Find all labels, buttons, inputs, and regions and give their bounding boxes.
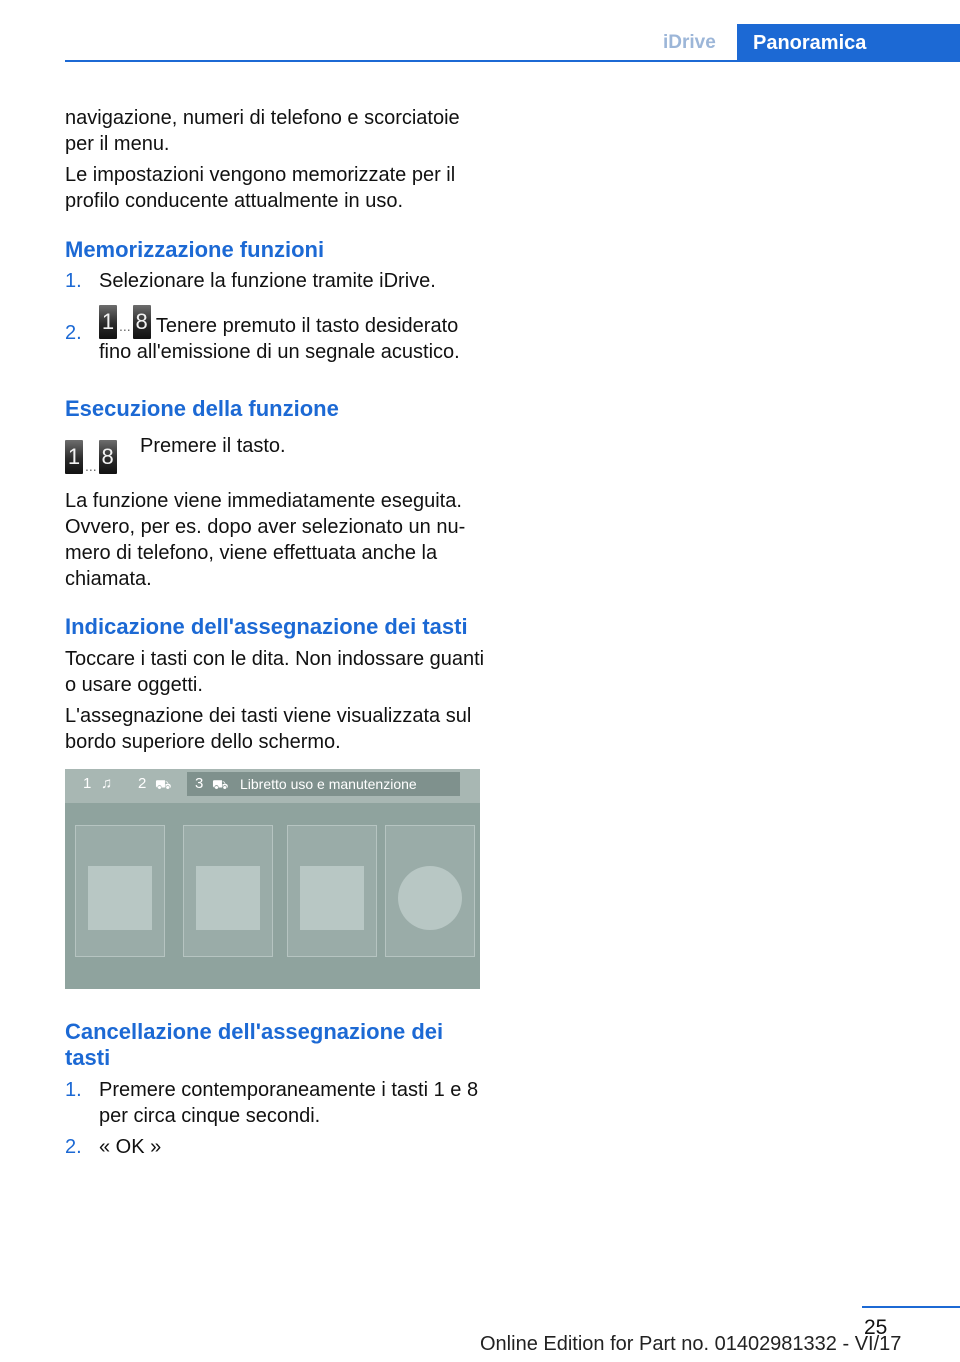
dots: ... — [119, 318, 131, 334]
step-number: 2. — [65, 1136, 82, 1158]
display-paragraph-2: L'assegnazione dei tasti viene visualizzata sul bordo superiore dello schermo. — [65, 705, 472, 753]
step-number: 2. — [65, 322, 82, 344]
tab-number: 1 — [83, 775, 92, 792]
keys-graphic — [65, 440, 117, 474]
press-key-text: Premere il tasto. — [140, 435, 286, 457]
tab-number: 2 — [138, 775, 147, 792]
step-text: « OK » — [99, 1136, 162, 1158]
tab-label: Libretto uso e manutenzione — [240, 776, 417, 792]
step-text-with-keys — [99, 305, 489, 365]
footer-line — [862, 1306, 960, 1308]
key-8-icon: 8 — [133, 305, 151, 339]
header-tab: Panoramica — [737, 24, 960, 61]
key-assignment-bar — [65, 769, 480, 803]
execute-paragraph: La funzione viene immediatamente eseguita. Ovvero, per es. dopo aver selezionato un nu-mero di telefono, viene effettuata anche la chiamata. — [65, 490, 466, 590]
step-number: 1. — [65, 270, 82, 292]
step-text: Tenere premuto il tasto desiderato fino all'emissione di un segnale acustico. — [99, 315, 460, 363]
key-1-icon: 1 — [99, 305, 117, 339]
edition-note: Online Edition for Part no. 01402981332 - VI/17 — [480, 1333, 902, 1355]
car-icon: ⛟ — [155, 777, 172, 792]
heading-display: Indicazione dell'assegnazione dei tasti — [65, 614, 468, 639]
heading-memorize: Memorizzazione funzioni — [65, 237, 325, 262]
key-8-icon: 8 — [99, 440, 117, 474]
dots: ... — [85, 458, 97, 474]
phone-icon — [196, 866, 260, 930]
tab-number: 3 — [195, 775, 204, 792]
globe-icon — [398, 866, 462, 930]
heading-execute: Esecuzione della funzione — [65, 396, 339, 421]
header-section: iDrive — [663, 32, 716, 53]
intro-paragraph-2: Le impostazioni vengono memorizzate per il profilo conducente attualmente in uso. — [65, 164, 456, 212]
step-text: Selezionare la funzione tramite iDrive. — [99, 270, 436, 292]
display-paragraph-1: Toccare i tasti con le dita. Non indossare guanti o usare oggetti. — [65, 648, 485, 696]
step-number: 1. — [65, 1079, 82, 1101]
tile-map — [287, 825, 377, 957]
step-text: Premere contemporaneamente i tasti 1 e 8 per circa cinque secondi. — [99, 1079, 479, 1127]
music-note-icon: ♫ — [101, 775, 113, 792]
bluetooth-icon — [88, 866, 152, 930]
intro-paragraph-1: navigazione, numeri di telefono e scorciatoie per il menu. — [65, 107, 460, 155]
heading-delete: Cancellazione dell'assegnazione dei tasti — [65, 1019, 444, 1070]
tile-phone — [183, 825, 273, 957]
key-1-icon: 1 — [65, 440, 83, 474]
tile-globe — [385, 825, 475, 957]
screen-image — [65, 769, 480, 989]
car-icon: ⛟ — [212, 777, 229, 792]
tile-bluetooth — [75, 825, 165, 957]
map-icon — [300, 866, 364, 930]
page-number: 25 — [864, 1316, 888, 1339]
